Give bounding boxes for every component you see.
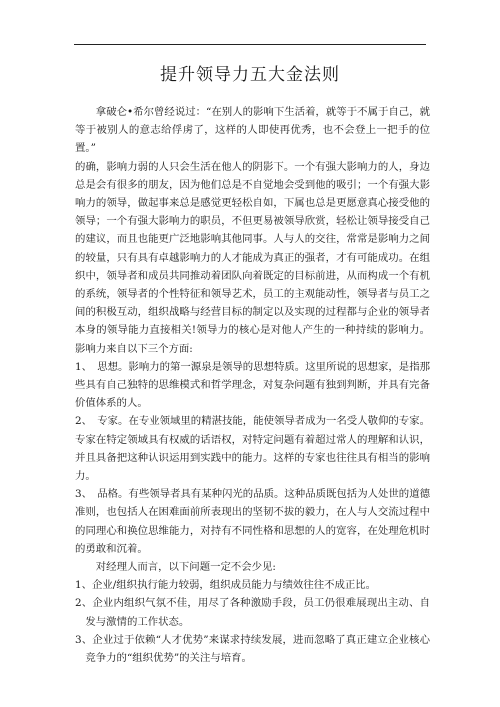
issue-item-1: 1、企业/组织执行能力较弱，组织成员能力与绩效往往不成正比。 <box>75 579 377 592</box>
issue-item-3: 3、企业过于依赖“人才优势”来谋求持续发展，进而忽略了真正建立企业核心竞争力的“组织优势”的关注与培育。 <box>75 633 430 665</box>
document-title: 提升领导力五大金法则 <box>160 65 340 85</box>
list-item-expert: 2、 专家。在专业领域里的精湛技能，能使领导者成为一名受人敬仰的专家。专家在特定领域具有权威的话语权，对特定问题有着超过常人的理解和认识，并且具备把这种认识运用到实践中的能力。这样的专家也往往具有相当的影响力。 <box>75 415 430 483</box>
paragraph-influence: 的确，影响力弱的人只会生活在他人的阴影下。一个有强大影响力的人，身边总是会有很多的朋友，因为他们总是不自觉地会受到他的吸引；一个有强大影响力的领导，做起事来总是感觉更轻松自如，下属也总是更愿意真心接受他的领导；一个有强大影响力的职员，不但更易被领导欣赏，轻松让领导接受自己的建议，而且也能更广泛地影响其他同事。人与人的交往，常常是影响力之间的较量，只有具有卓越影响力的人才能成为真正的强者，才有可能成功。在组织中，领导者和成员共同推动着团队向着既定的目标前进，从而构成一个有机的系统，领导者的个性特征和领导艺术，员工的主观能动性，领导者与员工之间的积极互动，组织战略与经营目标的制定以及实现的过程都与企业的领导者本身的领导能力直接相关!领导力的核心是对他人产生的一种持续的影响力。影响力来自以下三个方面: <box>75 160 430 355</box>
list-item-thought: 1、 思想。影响力的第一源泉是领导的思想特质。这里所说的思想家，是指那些具有自己独特的思维模式和哲学理念，对复杂问题有独到判断，并具有完备价值体系的人。 <box>75 360 430 410</box>
issue-item-2: 2、企业内组织气氛不佳，用尽了各种激励手段，员工仍很难展现出主动、自发与激情的工作状态。 <box>75 597 430 628</box>
document-body <box>75 103 430 667</box>
list-item-character: 3、 品格。有些领导者具有某种闪光的品质。这种品质既包括为人处世的道德准则，也包括人在困难面前所表现出的坚韧不拔的毅力，在人与人交流过程中的同理心和换位思维能力，对持有不同性格和思想的人的宽容，在处理危机时的勇敢和沉着。 <box>75 488 430 555</box>
header-rule <box>74 44 426 45</box>
paragraph-quote: 拿破仑•希尔曾经说过：“在别人的影响下生活着，就等于不属于自己，就等于被别人的意志给俘虏了，这样的人即使再优秀，也不会登上一把手的位置。” <box>75 106 430 155</box>
paragraph-manager-issues: 对经理人而言，以下问题一定不会少见: <box>95 561 276 574</box>
